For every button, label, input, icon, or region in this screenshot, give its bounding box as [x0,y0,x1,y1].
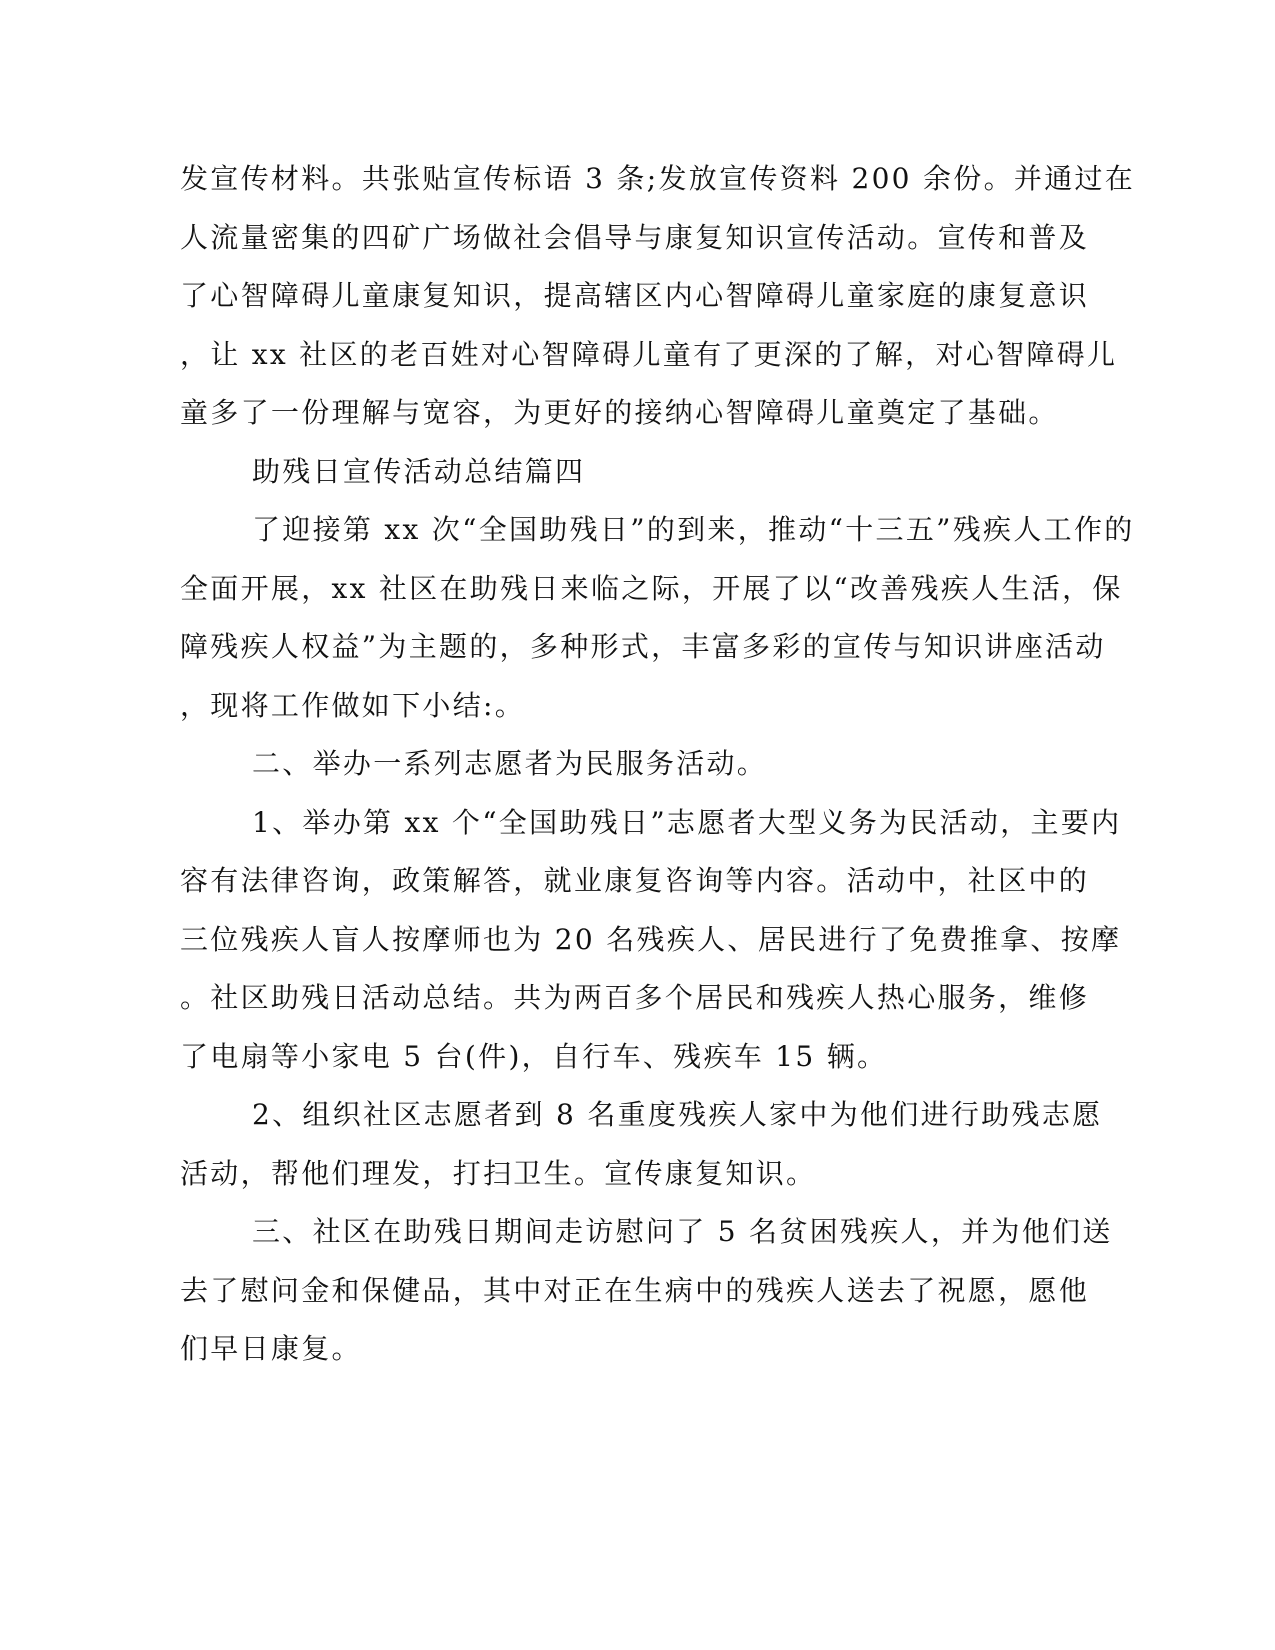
text-line: 全面开展，xx 社区在助残日来临之际，开展了以“改善残疾人生活，保 [180,571,1123,605]
text-line: 人流量密集的四矿广场做社会倡导与康复知识宣传活动。宣传和普及 [180,220,1090,254]
text-line: 三位残疾人盲人按摩师也为 20 名残疾人、居民进行了免费推拿、按摩 [180,922,1122,956]
text-line: 了心智障碍儿童康复知识，提高辖区内心智障碍儿童家庭的康复意识 [180,279,1090,312]
text-line: 1、举办第 xx 个“全国助残日”志愿者大型义务为民活动，主要内 [252,805,1122,839]
text-line: 了电扇等小家电 5 台(件)，自行车、残疾车 15 辆。 [180,1039,888,1073]
paragraph-4 [180,735,1040,794]
paragraph-7 [180,1203,1113,1379]
text-line: 三、社区在助残日期间走访慰问了 5 名贫困残疾人，并为他们送 [252,1215,1113,1248]
text-line: 去了慰问金和保健品，其中对正在生病中的残疾人送去了祝愿，愿他 [180,1273,1090,1307]
text-line: 发宣传材料。共张贴宣传标语 3 条;发放宣传资料 200 余份。并通过在 [180,162,1136,195]
text-line: 们早日康复。 [180,1332,362,1365]
text-line: ，现将工作做如下小结:。 [180,688,526,722]
paragraph-6 [180,1086,1103,1203]
text-line: 了迎接第 xx 次“全国助残日”的到来，推动“十三五”残疾人工作的 [252,513,1135,546]
section-title: 助残日宣传活动总结篇四 [252,454,586,488]
text-line: ，让 xx 社区的老百姓对心智障碍儿童有了更深的了解，对心智障碍儿 [180,337,1118,371]
text-line: 容有法律咨询，政策解答，就业康复咨询等内容。活动中，社区中的 [180,864,1090,897]
text-line: 活动，帮他们理发，打扫卫生。宣传康复知识。 [180,1156,817,1190]
text-line: 2、组织社区志愿者到 8 名重度残疾人家中为他们进行助残志愿 [252,1098,1103,1131]
paragraph-1 [180,150,1136,443]
paragraph-5 [180,794,1122,1087]
text-line: 。社区助残日活动总结。共为两百多个居民和残疾人热心服务，维修 [180,981,1090,1014]
paragraph-3 [180,501,1135,735]
section-heading [180,443,1040,502]
document-body [180,150,1136,1379]
text-line: 童多了一份理解与宽容，为更好的接纳心智障碍儿童奠定了基础。 [180,396,1059,429]
text-line: 二、举办一系列志愿者为民服务活动。 [252,747,768,780]
text-line: 障残疾人权益”为主题的，多种形式，丰富多彩的宣传与知识讲座活动 [180,630,1106,663]
